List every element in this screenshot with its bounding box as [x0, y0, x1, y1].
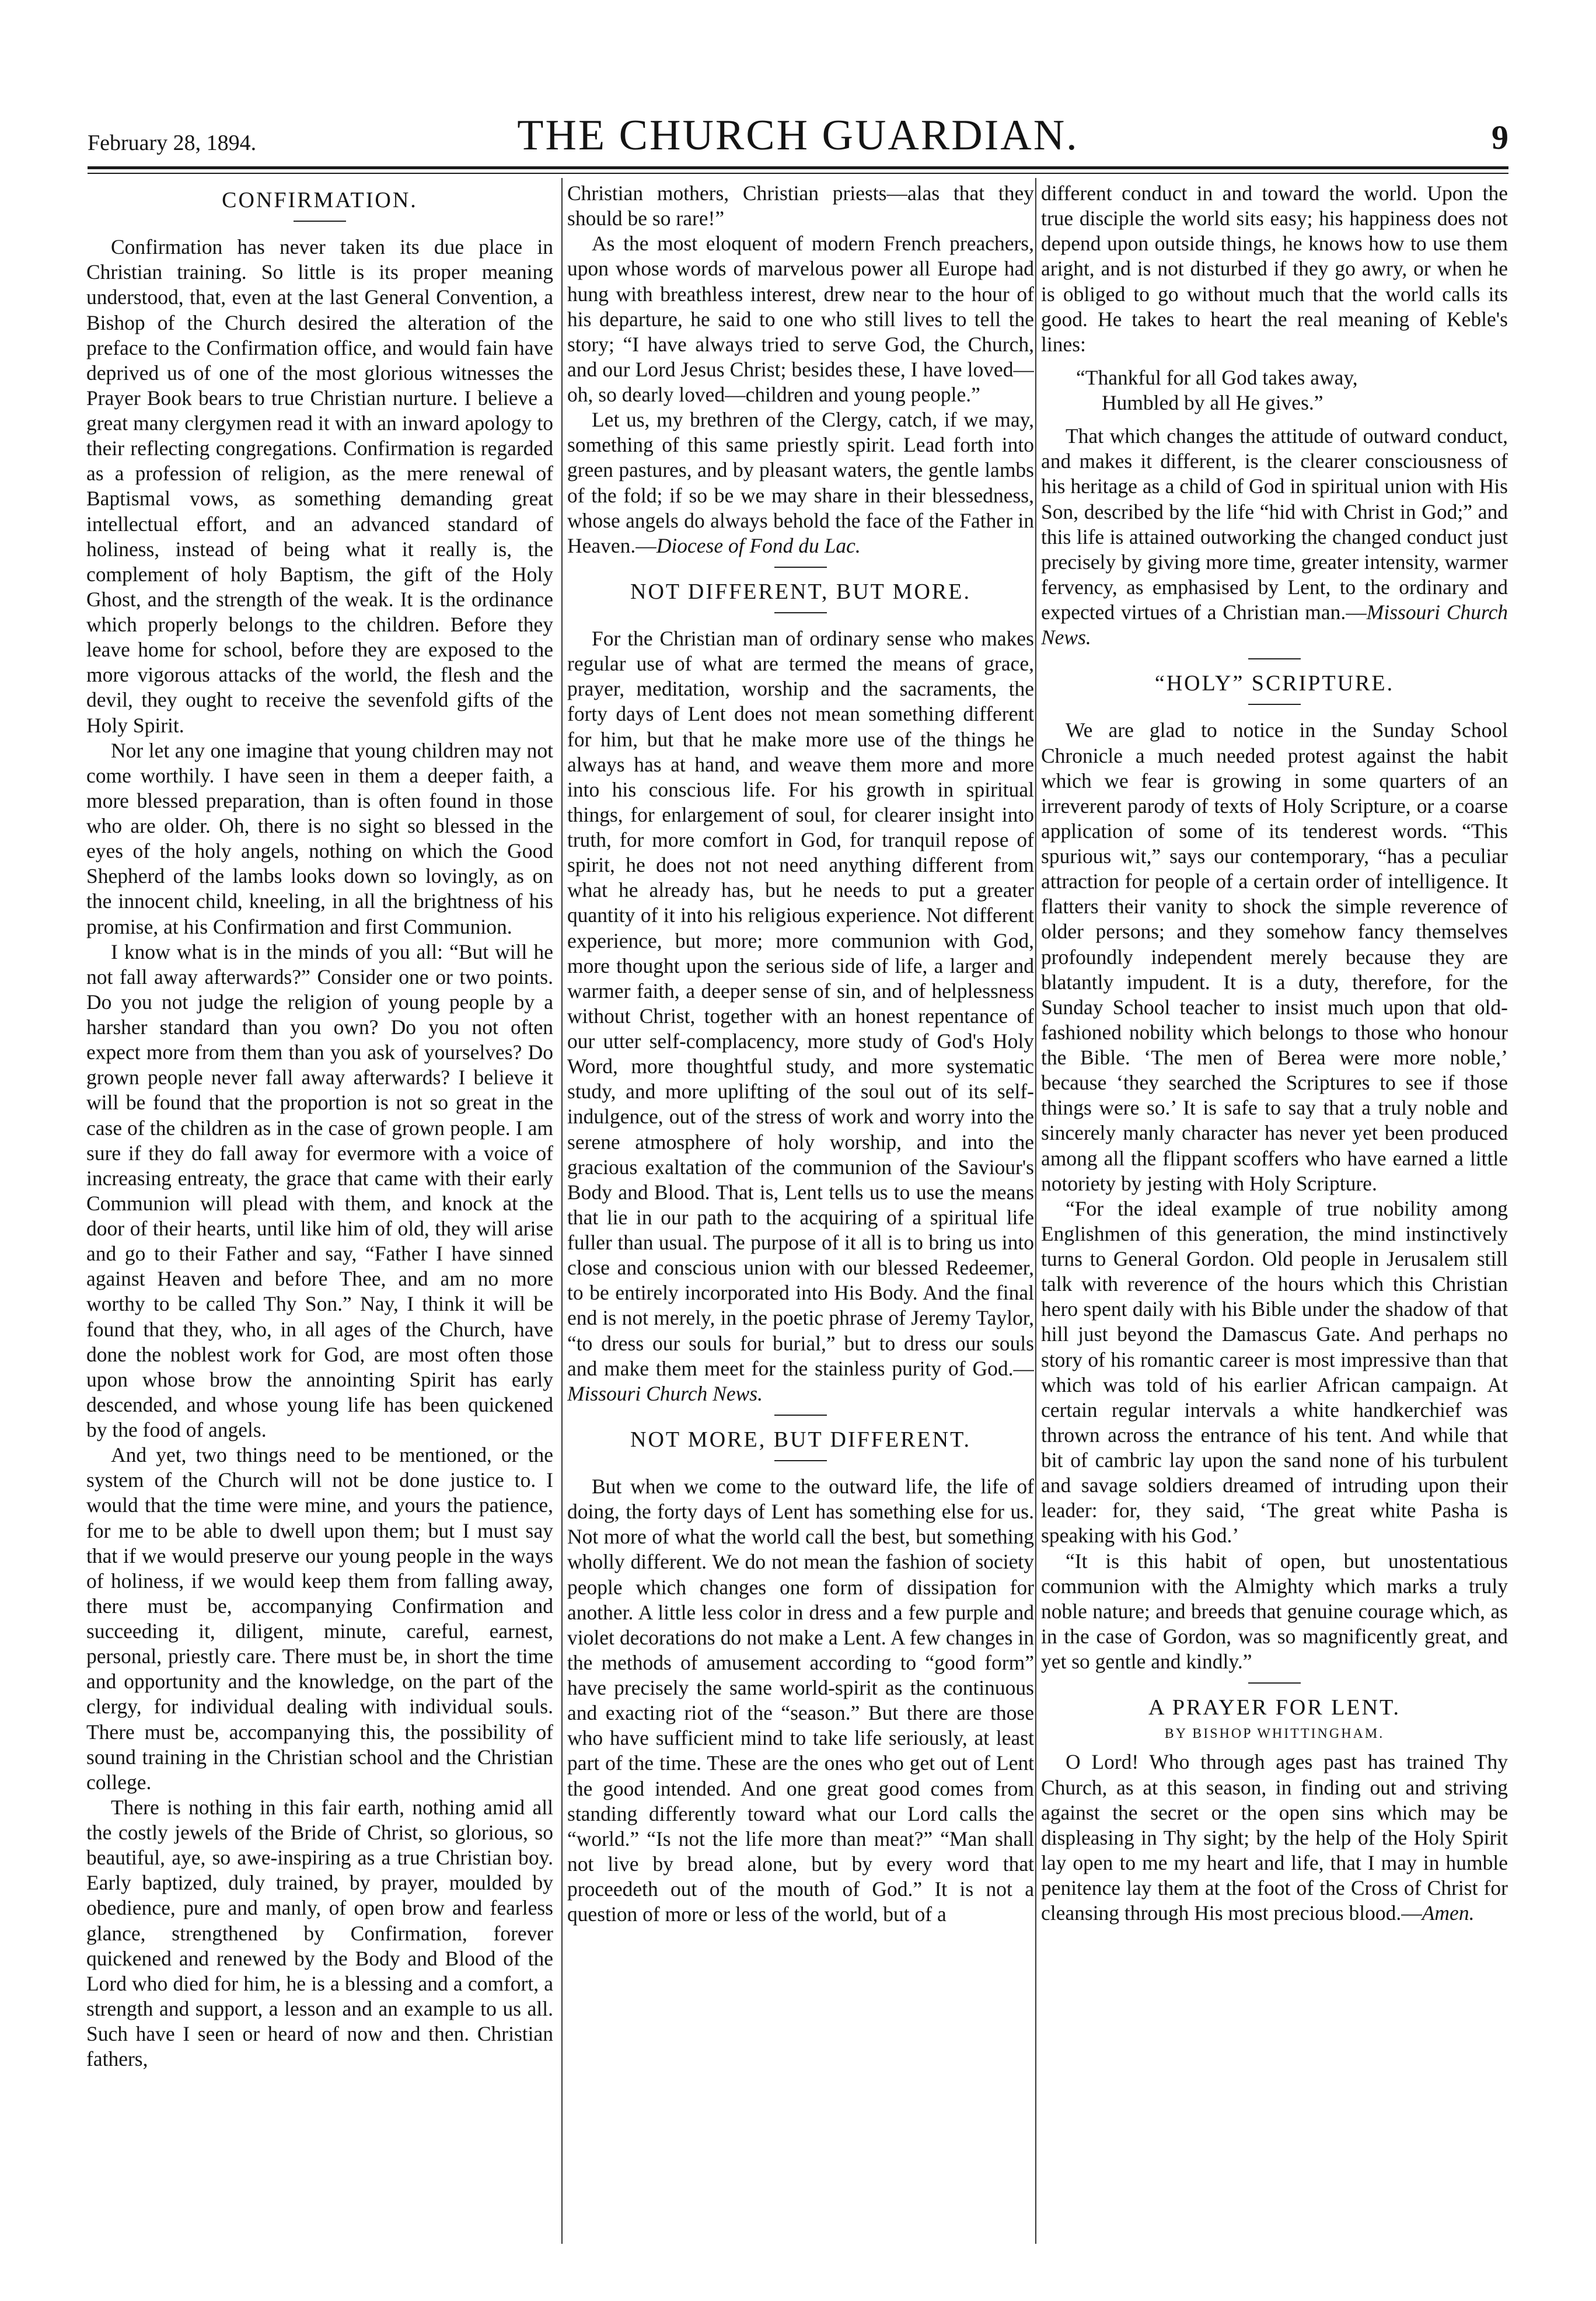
article-paragraph: Nor let any one imagine that young children may not come worthily. I have seen in them a deeper faith, a more blessed preparation, than is often found in those who are older. Oh, there is no sight so blessed in the eyes of the holy angels, nothing on which the Good Shepherd of the lambs looks down so lovingly, as on the innocent child, kneeling, in all the brightness of his promise, at his Confirmation and first Communion.: [86, 738, 553, 938]
verse-quote: [1076, 365, 1508, 415]
masthead-rule-thin: [88, 173, 1508, 174]
article-paragraph: “It is this habit of open, but unostentatious communion with the Almighty which marks a truly noble nature; and breeds that genuine courage which, as in the case of Gordon, was so magnificently great, and yet so gentle and kindly.”: [1041, 1549, 1508, 1674]
article-paragraph: different conduct in and toward the world. Upon the true disciple the world sits easy; his happiness does not depend upon outside things, he knows how to use them aright, and is not disturbed if they go awry, or when he is obliged to go without much that the world calls its good. He takes to heart the real meaning of Keble's lines:: [1041, 181, 1508, 356]
source-credit: Missouri Church News.: [1041, 600, 1508, 650]
heading-dash: [774, 1460, 827, 1461]
article-paragraph: I know what is in the minds of you all: “But will he not fall away afterwards?” Consider one or two points. Do you not judge the religion of young people by a harsher standard than you own? Do you not often expect more from them than you ask of yourselves? Do grown people never fall away afterwards? I believe it will be found that the proportion is not so great in the case of the children as in the case of grown people. I am sure if they do fall away for evermore with a voice of increasing entreaty, the grace that came with their early Communion will plead with them, and knock at the door of their hearts, until like him of old, they will arise and go to their Father and say, “Father I have sinned against Heaven and before Thee, and am no more worthy to be called Thy Son.” Nay, I think it will be found that they, who, in all ages of the Church, have done the noblest work for God, are most often those upon whose brow the annointing Spirit has early descended, and whose young life has been quickened by the food of angels.: [86, 940, 553, 1442]
article-paragraph: “For the ideal example of true nobility among Englishmen of this generation, the mind instinctively turns to General Gordon. Old people in Jerusalem still talk with reverence of the hours which this Christian hero spent daily with his Bible under the shadow of that hill just beyond the Damascus Gate. And perhaps no story of his romantic career is most impressive than that which was told of his earlier African campaign. At certain regular intervals a white handkerchief was thrown across the entrance of his tent. And while that bit of cambric lay upon the sand none of his turbulent and savage soldiers dreamed of intruding upon their leader: for, they said, ‘The great white Pasha is speaking with his God.’: [1041, 1196, 1508, 1548]
verse-line: Humbled by all He gives.”: [1102, 391, 1323, 414]
article-paragraph: [1041, 424, 1508, 650]
article-heading: NOT MORE, BUT DIFFERENT.: [630, 1427, 971, 1452]
article-heading: “HOLY” SCRIPTURE.: [1154, 671, 1395, 696]
article-paragraph: As the most eloquent of modern French preachers, upon whose words of marvelous power all Europe had hung with breathless interest, drew near to the hour of his departure, he said to one who still lives to tell the story; “I have always tried to serve God, the Church, and our Lord Jesus Christ; besides these, I have loved—oh, so dearly loved—children and young people.”: [567, 232, 1034, 406]
article-paragraph: Christian mothers, Christian priests—alas that they should be so rare!”: [567, 181, 1034, 231]
article-paragraph: We are glad to notice in the Sunday School Chronicle a much needed protest against the habit which we fear is growing in some quarters of an irreverent parody of texts of Holy Scripture, or a coarse application of some of its tenderest words. “This spurious wit,” says our contemporary, “has a peculiar attraction for people of a certain order of intelligence. It flatters their vanity to shock the simple reverence of older persons; and they somehow fancy themselves profoundly independent merely because they are blatantly impudent. It is a duty, therefore, for the Sunday School teacher to insist much upon that old-fashioned nobility which belongs to those who honour the Bible. ‘The men of Berea were more noble,’ because ‘they searched the Scriptures to see if those things were so.’ It is safe to say that a truly noble and sincerely manly character has never yet been produced among all the flippant scoffers who have earned a little notoriety by jesting with Holy Scripture.: [1041, 718, 1508, 1195]
newspaper-title: THE CHURCH GUARDIAN.: [517, 111, 1079, 159]
page-number: 9: [1492, 118, 1508, 156]
section-rule: [1248, 658, 1301, 659]
masthead: [88, 102, 1508, 160]
article-paragraph: [567, 407, 1034, 558]
section-rule: [1248, 1682, 1301, 1684]
article-heading: NOT DIFFERENT, BUT MORE.: [630, 579, 971, 604]
column-2: [567, 181, 1034, 2244]
column-3: [1041, 181, 1508, 2244]
masthead-rule: [88, 166, 1508, 169]
article-paragraph: Confirmation has never taken its due place in Christian training. So little is its proper meaning understood, that, even at the last General Convention, a Bishop of the Church desired the alteration of the preface to the Confirmation office, and would fain have deprived us of one of the most glorious witnesses the Prayer Book bears to true Christian nurture. I believe a great many clergymen read it with an inward apology to their reflecting congregations. Confirmation is regarded as a profession of religion, as the mere renewal of Baptismal vows, as something demanding great intellectual effort, and an advanced standard of holiness, instead of being what it really is, the complement of holy Baptism, the gift of the Holy Ghost, and the strength of the weak. It is the ordinance which properly belongs to the children. Before they leave home for school, before they are exposed to the more vigorous attacks of the world, the flesh and the devil, they ought to receive the sevenfold gifts of the Holy Spirit.: [86, 235, 553, 737]
issue-date: February 28, 1894.: [88, 131, 257, 155]
article-paragraph: But when we come to the outward life, the life of doing, the forty days of Lent has something else for us. Not more of what the world call the best, but something wholly different. We do not mean the fashion of society people which changes one form of dissipation for another. A little less color in dress and a few purple and violet decorations do not make a Lent. A few changes in the methods of amusement according to “good form” have precisely the same world-spirit as the continuous and exacting riot of the “season.” But there are those who have sufficient mind to take life seriously, at least part of the time. These are the ones who get out of Lent the good intended. And one great good comes from standing differently toward what our Lord calls the “world.” “Is not the life more than meat?” “Man shall not live by bread alone, but by every word that proceedeth out of the mouth of God.” It is not a question of more or less of the world, but of a: [567, 1475, 1034, 1926]
article-paragraph: And yet, two things need to be mentioned, or the system of the Church will not be done justice to. I would that the time were mine, and yours the patience, for me to be able to dwell upon them; but I must say that if we would preserve our young people in the ways of holiness, if we would keep them from falling away, there must be, accompanying Confirmation and succeeding it, diligent, minute, careful, earnest, personal, priestly care. There must be, in short the time and opportunity and the knowledge, on the part of the clergy, for individual dealing with individual souls. There must be, accompanying this, the possibility of sound training in the Christian school and the Christian college.: [86, 1443, 553, 1794]
paragraph-text: O Lord! Who through ages past has trained Thy Church, as at this season, in finding out and striving against the secret or the open sins which may be displeasing in Thy sight; by the help of the Holy Spirit lay open to me my heart and life, that I may in humble penitence lay them at the foot of the Cross of Christ for cleansing through His most precious blood.—: [1041, 1750, 1508, 1925]
byline: BY BISHOP WHITTINGHAM.: [1164, 1726, 1385, 1742]
article-heading: A PRAYER FOR LENT.: [1148, 1695, 1401, 1720]
column-divider: [1035, 178, 1036, 2244]
prayer-paragraph: [1041, 1750, 1508, 1926]
source-credit: Diocese of Fond du Lac.: [656, 533, 861, 557]
section-rule: [774, 1415, 827, 1416]
heading-dash: [294, 221, 346, 222]
source-credit: Missouri Church News.: [567, 1381, 763, 1405]
heading-dash: [1248, 704, 1301, 705]
paragraph-text: Let us, my brethren of the Clergy, catch, if we may, something of this same priestly spirit. Lead forth into green pastures, and by pleasant waters, the gentle lambs of the fold; if so be we may share in their blessedness, whose angels do always behold the face of the Father in Heaven.—: [567, 408, 1034, 557]
heading-dash: [774, 612, 827, 613]
paragraph-text: For the Christian man of ordinary sense who makes regular use of what are termed the means of grace, prayer, meditation, worship and the sacraments, the forty days of Lent does not mean something different for him, but that he make more use of the things he always has at hand, and weave them more and more into his conscious life. For his growth in spiritual things, for enlargement of soul, for clearer insight into truth, for more comfort in God, for tranquil repose of spirit, he does not not need anything different from what he already has, but he needs to put a greater quantity of it into his religious experience. Not different experience, but more; more communion with God, more thought upon the serious side of life, a larger and warmer faith, a deeper sense of sin, and of helplessness without Christ, together with an honest repentance of our utter self-complacency, more study of God's Holy Word, more thoughtful study, and more systematic study, and more uplifting of the soul out of its self-indulgence, out of the stress of work and worry into the serene atmosphere of holy worship, and into the gracious exaltation of the communion of the Saviour's Body and Blood. That is, Lent tells us to use the means that lie in our path to the acquiring of a spiritual life fuller than usual. The purpose of it all is to bring us into close and conscious union with our blessed Redeemer, to be entirely incorporated into His Body. And the final end is not merely, in the poetic phrase of Jeremy Taylor, “to dress our souls for burial,” but to dress our souls and make them meet for the stainless purity of God.—: [567, 627, 1034, 1380]
article-paragraph: [567, 626, 1034, 1406]
verse-line: “Thankful for all God takes away,: [1076, 365, 1358, 389]
amen: Amen.: [1422, 1901, 1475, 1925]
section-rule: [774, 567, 827, 568]
column-1: [86, 181, 553, 2244]
column-divider: [561, 178, 563, 2244]
article-paragraph: There is nothing in this fair earth, nothing amid all the costly jewels of the Bride of Christ, so glorious, so beautiful, aye, so awe-inspiring as a true Christian boy. Early baptized, duly trained, by prayer, moulded by obedience, pure and manly, of open brow and fearless glance, strengthened by Confirmation, forever quickened and renewed by the Body and Blood of the Lord who died for him, he is a blessing and a comfort, a strength and support, a lesson and an example to us all. Such have I seen or heard of now and then. Christian fathers,: [86, 1795, 553, 2071]
article-heading: CONFIRMATION.: [222, 188, 418, 212]
paragraph-text: That which changes the attitude of outward conduct, and makes it different, is the clearer consciousness of his heritage as a child of God in spiritual union with His Son, described by the life “hid with Christ in God;” and this life is attained outworking the changed conduct just precisely by giving more time, greater intensity, warmer fervency, as emphasised by Lent, to the ordinary and expected virtues of a Christian man.—: [1041, 424, 1508, 624]
